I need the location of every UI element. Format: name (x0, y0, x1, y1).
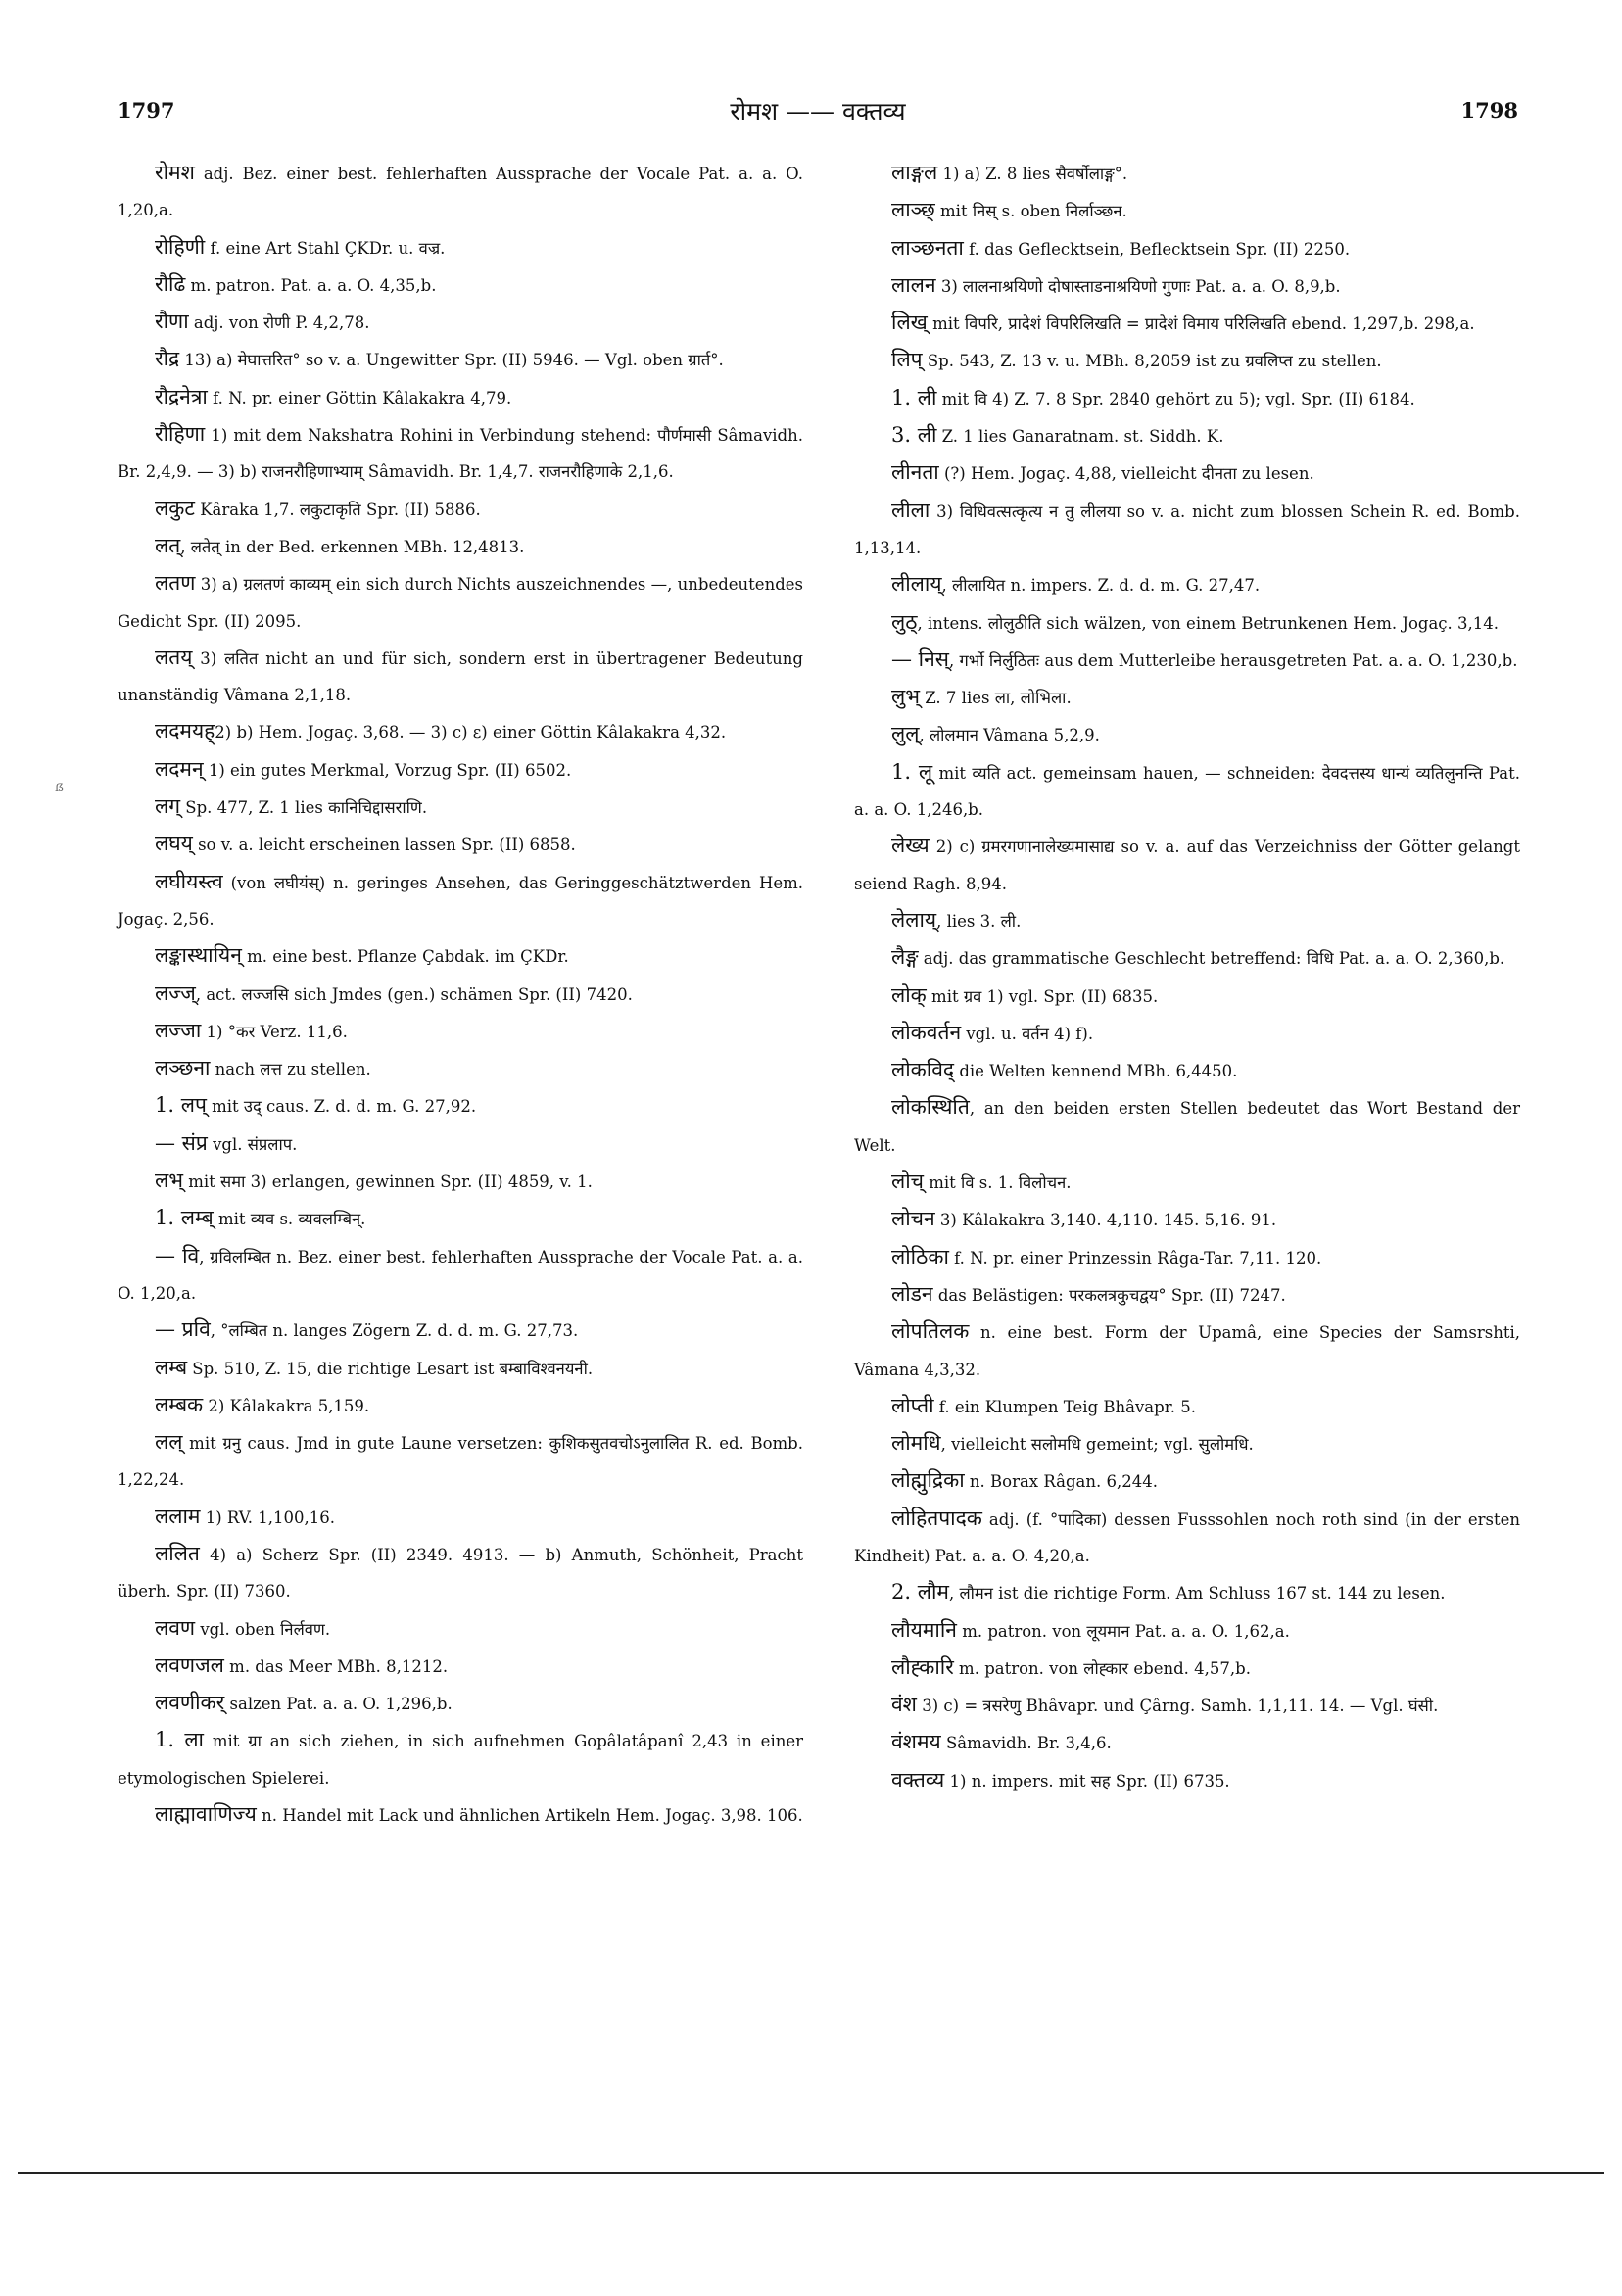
entry-text: mit वि s. 1. विलोचन. (924, 1173, 1072, 1193)
entry-headword: ललाम (155, 1504, 201, 1528)
entry-text: adj. (f. °पादिका) dessen Fusssohlen noch roth sind (in der ersten Kindheit) Pat. a. a. O. 4,20,a. (854, 1509, 1520, 1565)
entry-headword: लतण (155, 571, 196, 596)
entry-text: 2) b) Hem. Jogaç. 3,68. — 3) c) ε) einer Göttin Kâlakakra 4,32. (215, 723, 727, 742)
entry-headword: लोह्मुद्रिका (891, 1468, 965, 1493)
entry-text: die Welten kennend MBh. 6,4450. (954, 1062, 1238, 1081)
dictionary-entry (854, 155, 1520, 192)
entry-text: 3) a) ग्रलतणं काव्यम् ein sich durch Nichts auszeichnendes —, unbedeutendes Gedicht Spr. (II) 2095. (118, 575, 803, 631)
dictionary-entry (854, 267, 1520, 305)
dictionary-entry (854, 1314, 1520, 1388)
entry-text: salzen Pat. a. a. O. 1,296,b. (224, 1695, 453, 1714)
dictionary-entry (854, 230, 1520, 267)
entry-headword: वंशमय (891, 1730, 941, 1754)
dictionary-entry (854, 1612, 1520, 1650)
entry-headword: लोकविद् (891, 1058, 955, 1082)
entry-text: 3) Kâlakakra 3,140. 4,110. 145. 5,16. 91. (934, 1211, 1277, 1230)
entry-headword: लोचन (891, 1207, 935, 1231)
dictionary-entry (118, 1350, 803, 1387)
entry-text: mit निस् s. oben निर्लाञ्छन. (934, 202, 1127, 221)
entry-headword: लेलाय् (891, 907, 937, 932)
entry-text: mit ग्रा an sich ziehen, in sich aufnehmen Gopâlatâpanî 2,43 in einer etymologischen Spielerei. (118, 1732, 804, 1788)
entry-text: f. N. pr. einer Prinzessin Râga-Tar. 7,11. 120. (948, 1248, 1322, 1268)
entry-text: vgl. oben निर्लवण. (195, 1619, 331, 1639)
entry-text: , act. लज्जसि sich Jmdes (gen.) schämen Spr. (II) 7420. (195, 984, 633, 1004)
dictionary-entry (118, 304, 803, 341)
entry-text: adj. das grammatische Geschlecht betreffend: विधि Pat. a. a. O. 2,360,b. (918, 949, 1505, 969)
entry-headword: 2. लौम (891, 1580, 949, 1604)
entry-headword: लोकवर्तन (891, 1020, 962, 1044)
entry-text: das Belästigen: परकलत्रकुचद्वय° Spr. (II) 7247. (932, 1285, 1286, 1305)
entry-headword: लीला (891, 498, 930, 522)
entry-headword: लौह्कारि (891, 1654, 954, 1679)
dictionary-entry (118, 379, 803, 416)
entry-text: 2) Kâlakakra 5,159. (203, 1396, 370, 1415)
entry-text: 4) a) Scherz Spr. (II) 2349. 4913. — b) Anmuth, Schönheit, Pracht überh. Spr. (II) 7360. (118, 1545, 803, 1602)
entry-headword: — प्रवि (155, 1317, 211, 1342)
entry-headword: लोप्ती (891, 1393, 934, 1417)
entry-text: f. ein Klumpen Teig Bhâvapr. 5. (933, 1397, 1196, 1416)
entry-headword: लोक् (891, 982, 927, 1007)
entry-text: , लौमन ist die richtige Form. Am Schluss 167 st. 144 zu lesen. (948, 1584, 1446, 1603)
entry-headword: लीलाय् (891, 572, 942, 597)
dictionary-entry (854, 939, 1520, 977)
dictionary-entry (118, 341, 803, 378)
entry-text: Sp. 477, Z. 1 lies कानिचिद्दासराणि. (180, 798, 428, 818)
entry-headword: लुठ् (891, 609, 918, 634)
dictionary-entry (854, 716, 1520, 753)
entry-headword: लम्बक (155, 1392, 204, 1416)
entry-text: m. patron. von लोह्कार ebend. 4,57,b. (953, 1658, 1251, 1678)
entry-text: Z. 7 lies ला, लोभिला. (920, 689, 1072, 708)
entry-headword: — निस् (891, 646, 949, 671)
entry-text: , ग्रविलम्बित n. Bez. einer best. fehlerhaften Aussprache der Vocale Pat. a. a. O. 1,20,a. (118, 1247, 803, 1303)
entry-headword: लङ्कास्थायिन् (155, 943, 242, 968)
dictionary-entry (118, 266, 803, 304)
entry-text: , vielleicht सलोमधि gemeint; vgl. सुलोमधि. (940, 1435, 1254, 1455)
dictionary-entry (854, 1574, 1520, 1611)
entry-headword: ललित (155, 1541, 200, 1565)
entry-text: f. N. pr. einer Göttin Kâlakakra 4,79. (207, 388, 512, 407)
entry-headword: लाङ्गल (891, 161, 938, 184)
entry-text: 1) mit dem Nakshatra Rohini in Verbindung stehend: पौर्णमासी Sâmavidh. Br. 2,4,9. — 3) b) राजनरौहिणाभ्याम् Sâmavidh. Br. 1,4,7. राजनरौहिणाके 2,1,6. (118, 426, 803, 482)
entry-text: n. eine best. Form der Upamâ, eine Species der Samsrshti, Vâmana 4,3,32. (854, 1323, 1520, 1379)
entry-headword: वक्तव्य (891, 1767, 945, 1792)
entry-headword: लज्ज् (155, 981, 196, 1005)
entry-headword: लोमधि (891, 1431, 941, 1456)
dictionary-entry (118, 1238, 803, 1313)
dictionary-entry (854, 679, 1520, 716)
entry-headword: लेख्य (891, 834, 930, 858)
entry-headword: लोहितपादक (891, 1506, 982, 1530)
dictionary-entry (854, 192, 1520, 229)
entry-text: 3) विधिवत्सत्कृत्य न तु लीलया so v. a. nicht zum blossen Schein R. ed. Bomb. 1,13,14. (854, 502, 1520, 557)
dictionary-entry (854, 902, 1520, 939)
dictionary-entry (854, 1052, 1520, 1089)
entry-text: , लीलायित n. impers. Z. d. d. m. G. 27,47. (941, 576, 1261, 596)
dictionary-entry (854, 1276, 1520, 1314)
entry-text: , लोलमान Vâmana 5,2,9. (919, 726, 1100, 745)
dictionary-entry (118, 1163, 803, 1200)
left-column (118, 155, 803, 1834)
dictionary-entry (854, 978, 1520, 1015)
entry-headword: लोपतिलक (891, 1319, 970, 1344)
running-head: रोमश —— वक्तव्य (730, 97, 906, 125)
dictionary-entry (118, 565, 803, 640)
entry-headword: रौद्रनेत्रा (155, 384, 208, 408)
entry-headword: लघीयस्त्व (155, 869, 223, 893)
entry-text: so v. a. leicht erscheinen lassen Spr. (II) 6858. (192, 836, 576, 855)
dictionary-entry (854, 604, 1520, 642)
dictionary-entry (854, 566, 1520, 603)
entry-headword: लाञ्छनता (891, 235, 964, 260)
dictionary-entry (118, 1796, 803, 1834)
entry-text: 3) लालनाश्रयिणो दोषास्ताडनाश्रयिणो गुणाः Pat. a. a. O. 8,9,b. (935, 276, 1341, 296)
entry-text: 1) ein gutes Merkmal, Vorzug Spr. (II) 6502. (203, 760, 572, 780)
dictionary-entry (854, 1687, 1520, 1724)
dictionary-entry (118, 751, 803, 789)
entry-headword: रौढि (155, 271, 186, 296)
dictionary-entry (854, 642, 1520, 679)
entry-text: (?) Hem. Jogaç. 4,88, vielleicht दीनता zu lesen. (938, 464, 1314, 484)
dictionary-entry (118, 1648, 803, 1685)
entry-headword: 1. लप् (155, 1093, 207, 1118)
entry-text: Sp. 510, Z. 15, die richtige Lesart ist बम्बाविश्वनयनी. (187, 1359, 594, 1378)
dictionary-entry (118, 1722, 803, 1796)
dictionary-entry (118, 416, 803, 491)
entry-headword: 1. ला (155, 1728, 205, 1752)
dictionary-entry (118, 640, 803, 714)
entry-text: 1) a) Z. 8 lies सैवर्षोलाङ्ग°. (937, 165, 1128, 183)
dictionary-entry (118, 1685, 803, 1722)
entry-text: , an den beiden ersten Stellen bedeutet das Wort Bestand der Welt. (854, 1099, 1520, 1155)
entry-headword: रौद्र (155, 347, 180, 371)
dictionary-entry (854, 1164, 1520, 1201)
entry-headword: लघय् (155, 832, 193, 856)
entry-text: n. Borax Râgan. 6,244. (964, 1472, 1158, 1492)
dictionary-entry (118, 1424, 803, 1499)
entry-text: , intens. लोलुठीति sich wälzen, von einem Betrunkenen Hem. Jogaç. 3,14. (917, 613, 1500, 633)
page-number-right: 1798 (1460, 98, 1518, 122)
dictionary-entry (854, 1239, 1520, 1276)
entry-text: 1) RV. 1,100,16. (200, 1507, 335, 1527)
dictionary-entry (854, 1201, 1520, 1238)
entry-text: n. Handel mit Lack und ähnlichen Artikeln Hem. Jogaç. 3,98. 106. (256, 1806, 803, 1826)
dictionary-entry (854, 454, 1520, 492)
dictionary-entry (854, 1762, 1520, 1799)
dictionary-entry (118, 1536, 803, 1610)
dictionary-entry (118, 491, 803, 528)
dictionary-entry (118, 864, 803, 938)
entry-headword: लवणीकर् (155, 1691, 225, 1715)
entry-headword: रौहिणा (155, 422, 206, 447)
dictionary-entry (854, 1388, 1520, 1425)
dictionary-entry (118, 528, 803, 565)
entry-text: (von लघीयंस्) n. geringes Ansehen, das Geringgeschätztwerden Hem. Jogaç. 2,56. (118, 873, 803, 929)
dictionary-entry (118, 789, 803, 826)
entry-text: 1) °कर Verz. 11,6. (201, 1022, 348, 1041)
entry-text: mit समा 3) erlangen, gewinnen Spr. (II) 4859, v. 1. (183, 1172, 593, 1192)
entry-headword: लञ्छना (155, 1056, 211, 1080)
entry-headword: रोमश (155, 161, 195, 184)
page-header (118, 98, 1518, 137)
dictionary-entry (854, 417, 1520, 454)
dictionary-entry (118, 1200, 803, 1237)
entry-text: Z. 1 lies Ganaratnam. st. Siddh. K. (936, 427, 1224, 447)
dictionary-entry (854, 1501, 1520, 1575)
entry-text: vgl. u. वर्तन 4) f). (961, 1024, 1094, 1043)
entry-text: m. patron. von लूयमान Pat. a. a. O. 1,62,a. (956, 1621, 1290, 1641)
entry-headword: लैङ्ग (891, 945, 919, 970)
dictionary-entry (854, 1462, 1520, 1500)
entry-text: mit ग्रव 1) vgl. Spr. (II) 6835. (926, 986, 1159, 1006)
dictionary-entry (854, 828, 1520, 902)
entry-text: adj. Bez. einer best. fehlerhaften Aussprache der Vocale Pat. a. a. O. 1,20,a. (118, 165, 803, 220)
entry-headword: लीनता (891, 460, 939, 485)
entry-text: f. das Geflecktsein, Beflecktsein Spr. (II) 2250. (963, 239, 1351, 259)
entry-text: 13) a) मेघात्तरित° so v. a. Ungewitter Spr. (II) 5946. — Vgl. oben ग्रार्त°. (179, 351, 724, 370)
entry-text: mit वि 4) Z. 7. 8 Spr. 2840 gehört zu 5); vgl. Spr. (II) 6184. (936, 389, 1415, 408)
entry-headword: लग् (155, 794, 181, 819)
page-number-left: 1797 (118, 98, 175, 122)
entry-text: , लतेत् in der Bed. erkennen MBh. 12,4813. (180, 537, 525, 556)
entry-headword: लाह्मावाणिज्य (155, 1802, 257, 1827)
entry-headword: लज्जा (155, 1018, 202, 1042)
dictionary-entry (118, 1013, 803, 1050)
entry-headword: लिप् (891, 348, 923, 372)
entry-text: nach लत्त zu stellen. (210, 1060, 371, 1079)
dictionary-entry (118, 1387, 803, 1424)
entry-headword: लाञ्छ् (891, 198, 935, 222)
entry-headword: 1. लम्ब् (155, 1206, 214, 1230)
entry-text: adj. von रोणी P. 4,2,78. (188, 313, 370, 333)
entry-headword: 3. ली (891, 423, 937, 448)
entry-headword: लालन (891, 272, 936, 297)
entry-headword: वंश (891, 1693, 917, 1717)
entry-text: Kâraka 1,7. लकुटाकृति Spr. (II) 5886. (194, 500, 481, 519)
entry-headword: लोच् (891, 1170, 925, 1194)
dictionary-entry (854, 1015, 1520, 1052)
entry-headword: — वि (155, 1243, 200, 1268)
dictionary-entry (118, 1312, 803, 1349)
entry-text: 2) c) ग्रमरगणानालेख्यमासाद्य so v. a. auf das Verzeichniss der Götter gelangt seiend Ragh. 8,94. (854, 837, 1520, 893)
entry-headword: लुल् (891, 722, 920, 746)
entry-text: , गर्भो निर्लुठितः aus dem Mutterleibe herausgetreten Pat. a. a. O. 1,230,b. (948, 650, 1518, 670)
dictionary-entry (118, 826, 803, 863)
dictionary-entry (854, 1089, 1520, 1164)
right-column (854, 155, 1520, 1799)
dictionary-entry (854, 380, 1520, 417)
entry-text: vgl. संप्रलाप. (207, 1134, 298, 1154)
entry-text: mit व्यव s. व्यवलम्बिन्. (213, 1210, 366, 1229)
entry-text: m. das Meer MBh. 8,1212. (223, 1656, 449, 1676)
entry-text: 3) c) = त्रसरेणु Bhâvapr. und Çârng. Samh. 1,1,11. 14. — Vgl. घंसी. (916, 1697, 1439, 1716)
entry-text: 3) लतित nicht an und für sich, sondern erst in übertragener Bedeutung unanständig Vâmana 2,1,18. (118, 648, 803, 705)
entry-text: mit व्यति act. gemeinsam hauen, — schneiden: देवदत्तस्य धान्यं व्यतिलुनन्ति Pat. a. a. O. 1,246,b. (854, 763, 1520, 820)
entry-headword: लुभ् (891, 685, 921, 709)
entry-headword: लोडन (891, 1281, 933, 1306)
entry-headword: 1. लू (891, 759, 933, 784)
entry-text: m. eine best. Pflanze Çabdak. im ÇKDr. (241, 947, 569, 967)
entry-headword: रोहिणी (155, 234, 206, 259)
dictionary-entry (118, 713, 803, 750)
dictionary-entry (118, 229, 803, 266)
dictionary-entry (854, 342, 1520, 379)
entry-text: Sp. 543, Z. 13 v. u. MBh. 8,2059 ist zu ग्रवलिप्त zu stellen. (922, 352, 1382, 371)
entry-text: Sâmavidh. Br. 3,4,6. (940, 1734, 1112, 1753)
dictionary-entry (118, 1125, 803, 1163)
dictionary-entry (118, 937, 803, 975)
dictionary-entry (854, 1425, 1520, 1462)
dictionary-entry (854, 1724, 1520, 1761)
dictionary-entry (118, 155, 803, 229)
entry-headword: लम्ब (155, 1355, 188, 1379)
entry-headword: लभ् (155, 1169, 184, 1193)
dictionary-entry (118, 1087, 803, 1124)
dictionary-entry (854, 1650, 1520, 1687)
entry-headword: लदमन् (155, 756, 204, 781)
dictionary-entry (854, 754, 1520, 829)
entry-text: , lies 3. ली. (936, 911, 1022, 931)
entry-text: mit ग्रनु caus. Jmd in gute Laune versetzen: कुशिकसुतवचोऽनुलालित R. ed. Bomb. 1,22,24. (118, 1434, 803, 1490)
entry-text: , °लम्बित n. langes Zögern Z. d. d. m. G. 27,73. (210, 1321, 579, 1341)
dictionary-entry (118, 1499, 803, 1536)
entry-headword: लोकस्थिति (891, 1095, 970, 1120)
entry-text: mit विपरि, प्रादेशं विपरिलिखति = प्रादेशं विमाय परिलिखति ebend. 1,297,b. 298,a. (927, 314, 1475, 334)
entry-headword: 1. ली (891, 385, 937, 409)
dictionary-entry (118, 1610, 803, 1648)
entry-headword: लकुट (155, 496, 195, 520)
margin-annotation: ẞ (55, 782, 65, 794)
entry-headword: लदमयह् (155, 719, 215, 743)
entry-text: 1) n. impers. mit सह Spr. (II) 6735. (944, 1771, 1230, 1791)
footer-rule (18, 2172, 1604, 2174)
entry-text: mit उद् caus. Z. d. d. m. G. 27,92. (206, 1097, 477, 1117)
entry-headword: लवणजल (155, 1652, 224, 1677)
entry-headword: — संप्र (155, 1130, 208, 1155)
entry-headword: लतय् (155, 645, 193, 669)
entry-headword: लवण (155, 1615, 196, 1640)
entry-headword: लौयमानि (891, 1617, 957, 1642)
dictionary-entry (118, 976, 803, 1013)
entry-text: f. eine Art Stahl ÇKDr. u. वज्र. (205, 238, 446, 258)
dictionary-entry (854, 493, 1520, 567)
entry-headword: लत् (155, 533, 181, 557)
entry-headword: लल् (155, 1430, 183, 1455)
entry-headword: लिख् (891, 311, 928, 335)
entry-text: m. patron. Pat. a. a. O. 4,35,b. (185, 275, 437, 295)
entry-headword: रौणा (155, 310, 189, 334)
dictionary-entry (118, 1050, 803, 1087)
dictionary-entry (854, 305, 1520, 342)
entry-headword: लोठिका (891, 1244, 949, 1268)
